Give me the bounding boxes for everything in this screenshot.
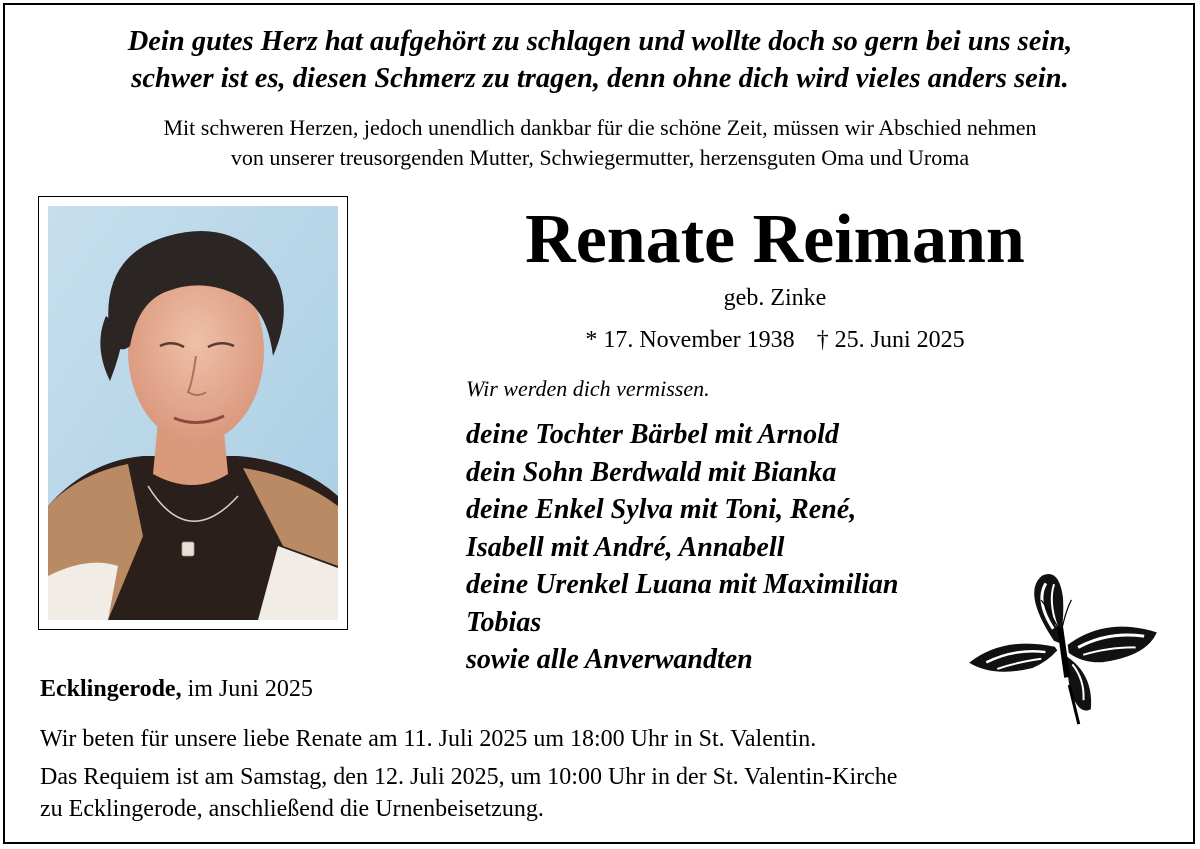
family-line: sowie alle Anverwandten xyxy=(466,644,753,675)
prayer-note: Wir beten für unsere liebe Renate am 11. Juli 2025 um 18:00 Uhr in St. Valentin. xyxy=(40,726,817,752)
portrait-photo xyxy=(48,206,338,620)
maiden-name: geb. Zinke xyxy=(723,285,827,311)
family-list xyxy=(466,416,898,679)
family-line: deine Tochter Bärbel mit Arnold xyxy=(466,419,839,450)
motto-line-1: Dein gutes Herz hat aufgehört zu schlagen und wollte doch so gern bei uns sein, xyxy=(127,26,1073,57)
family-line: dein Sohn Berdwald mit Bianka xyxy=(466,456,837,488)
family-line: Tobias xyxy=(466,606,542,638)
portrait-photo-frame xyxy=(38,196,348,630)
family-line: Isabell mit André, Annabell xyxy=(466,531,785,563)
motto-line-2: schwer ist es, diesen Schmerz zu tragen, denn ohne dich wird vieles anders sein. xyxy=(131,63,1069,94)
death-date: † 25. Juni 2025 xyxy=(816,327,965,353)
birth-date: * 17. November 1938 xyxy=(585,327,795,353)
life-dates xyxy=(480,325,1070,355)
intro-line-1: Mit schweren Herzen, jedoch unendlich dankbar für die schöne Zeit, müssen wir Abschied nehmen xyxy=(163,115,1037,140)
requiem-note-line-2: zu Ecklingerode, anschließend die Urnenbeisetzung. xyxy=(40,796,544,822)
family-line: deine Enkel Sylva mit Toni, René, xyxy=(466,494,857,525)
deceased-name: Renate Reimann xyxy=(525,201,1025,278)
family-line: deine Urenkel Luana mit Maximilian xyxy=(466,569,899,600)
place-date: im Juni 2025 xyxy=(187,676,313,702)
miss-line: Wir werden dich vermissen. xyxy=(466,376,710,401)
intro-line-2: von unserer treusorgenden Mutter, Schwiegermutter, herzensguten Oma und Uroma xyxy=(230,145,970,170)
butterfly-icon xyxy=(960,568,1165,728)
requiem-note-line-1: Das Requiem ist am Samstag, den 12. Juli 2025, um 10:00 Uhr in der St. Valentin-Kirche xyxy=(40,764,898,790)
place-and-date xyxy=(40,674,313,704)
place-town: Ecklingerode, xyxy=(40,676,182,702)
